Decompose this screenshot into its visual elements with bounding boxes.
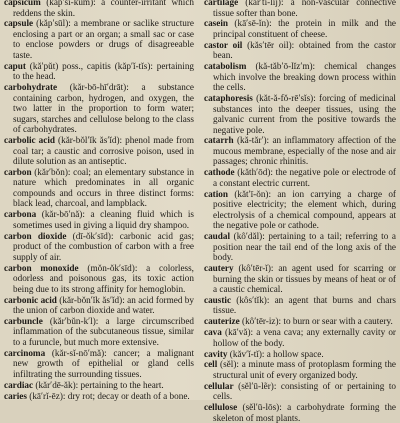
entry-carbohydrate: carbohydrate (kăr-bō-hī′drāt): a substance containing carbon, hydrogen, and oxygen, the two latter in the proportion to form water; sugars, starches and cellulose belong to the class of carbohydrates. xyxy=(4,82,195,135)
pronunciation: kăt-ă-fŏ-rē′sĭs xyxy=(259,93,311,104)
definition: a large circumscribed inflammation of the subcutaneous tissue, similar to a furuncle, but much more extensive. xyxy=(13,315,195,347)
entry-caustic: caustic (kôs′tĭk): an agent that burns and chars tissue. xyxy=(204,294,396,316)
entry-catabolism: catabolism (kă-tăb′ō-lĭz′m): chemical changes which involve the breaking down process within the cells. xyxy=(204,61,397,93)
headword: capsule xyxy=(4,18,34,29)
pronunciation: kā′vă xyxy=(228,327,248,338)
pronunciation: sĕl′ū-lẽr xyxy=(241,380,271,391)
entry-cellular: cellular (sĕl′ū-lẽr): consisting of or pertaining to cells. xyxy=(204,380,396,402)
definition: pertaining to the heart. xyxy=(80,379,164,390)
definition: an agent that burns and chars tissue. xyxy=(213,294,396,316)
definition: coal; an elementary substance in nature which predominates in all organic compounds and occurs in three distinct forms: black lead, charcoal, and lampblack. xyxy=(13,166,195,209)
pronunciation: sĕl′ū-lōs xyxy=(245,402,277,413)
entry-castor-oil: castor oil (kăs′tēr oil): obtained from the castor bean. xyxy=(204,39,396,61)
headword: capsicum xyxy=(4,0,41,7)
entry-cation: cation (kăt′ī-ŏn): an ion carrying a charge of positive electricity; the element which, during electrolysis of a chemical compound, appears at the negative pole or cathode. xyxy=(204,188,396,231)
pronunciation: kăr-bō-hī′drāt xyxy=(72,82,124,93)
definition: the negative pole or electrode of a constant electric current. xyxy=(213,167,396,188)
headword: cauterize xyxy=(204,316,240,327)
headword: carbonic acid xyxy=(4,294,57,305)
entry-caput: caput (kă′pŭt) poss., capitis (kăp′ĭ-tĭs): pertaining to the head. xyxy=(4,60,195,82)
headword: caries xyxy=(4,390,27,401)
pronunciation: kăv′ĭ-tĭ xyxy=(232,348,259,359)
headword: catabolism xyxy=(204,61,247,72)
headword: cardiac xyxy=(4,379,34,390)
pronunciation: kăp′sūl xyxy=(39,18,66,29)
definition: an ion carrying a charge of positive electricity; the element which, during electrolysis of a chemical compound, appears at the negative pole or cathode. xyxy=(213,188,396,231)
definition: obtained from the castor bean. xyxy=(213,39,396,61)
pronunciation: kăth′ōd xyxy=(240,167,268,178)
pronunciation: sĕl xyxy=(223,359,234,370)
headword: castor oil xyxy=(204,39,243,50)
definition: a hollow space. xyxy=(266,348,324,359)
definition: an acid formed by the union of carbon dioxide and water. xyxy=(13,294,194,316)
pronunciation: kăr′bŭn-k′l xyxy=(52,315,93,326)
headword: cataphoresis xyxy=(204,93,253,104)
pronunciation: kăr′tĭ-lĭj xyxy=(248,0,278,7)
entry-cellulose: cellulose (sĕl′ū-lōs): a carbohydrate forming the skeleton of most plants. xyxy=(204,402,396,423)
entry-caudal: caudal (kô′dăl): pertaining to a tail; referring to a position near the tail end of the long axis of the body. xyxy=(204,231,397,263)
pronunciation: kăp′sĭ-kŭm xyxy=(49,0,91,7)
definition: cancer; a malignant new growth of epithelial or gland cells infiltrating the surrounding tissues. xyxy=(13,347,195,379)
pronunciation: kā′rĭ-ēz xyxy=(32,390,60,401)
headword: caustic xyxy=(204,294,232,305)
entry-carbon-dioxide: carbon dioxide (dī-ŏk′sīd): carbonic acid gas; product of the combustion of carbon with a free supply of air. xyxy=(4,230,194,262)
pronunciation: kăr-bŏn′ĭk ăs′ĭd xyxy=(62,294,120,305)
definition: a carbohydrate forming the skeleton of most plants. xyxy=(213,402,396,423)
definition: chemical changes which involve the breaking down process within the cells. xyxy=(213,61,397,93)
definition: the protein in milk and the principal constituent of cheese. xyxy=(213,18,397,39)
definition: a non-vascular connective tissue softer than bone. xyxy=(213,0,396,18)
pronunciation: kăs′tēr oil xyxy=(250,39,289,50)
headword: cartilage xyxy=(204,0,239,7)
headword: carcinoma xyxy=(4,347,46,358)
headword: caput xyxy=(4,60,26,71)
definition: an inflammatory affection of the mucous membrane, especially of the nose and air passages; chronic rhinitis. xyxy=(213,135,396,167)
headword: cava xyxy=(204,327,222,338)
definition: carbonic acid gas; product of the combustion of carbon with a free supply of air. xyxy=(13,230,194,262)
right-column xyxy=(204,0,397,423)
entry-carbolic-acid: carbolic acid (kăr-bŏl′ĭk ăs′ĭd): phenol made from coal tar; a caustic and corrosive poison, used in dilute solution as an antiseptic. xyxy=(4,135,194,167)
entry-carbonic-acid: carbonic acid (kăr-bŏn′ĭk ăs′ĭd): an acid formed by the union of carbon dioxide and water. xyxy=(4,294,194,316)
entry-cautery: cautery (kô′tēr-ĭ): an agent used for scarring or burning the skin or tissues by means of heat or of a caustic chemical. xyxy=(204,263,396,295)
definition: phenol made from coal tar; a caustic and corrosive poison, used in dilute solution as an antiseptic. xyxy=(13,135,194,167)
headword: carbona xyxy=(4,209,37,220)
entry-cavity: cavity (kăv′ĭ-tĭ): a hollow space. xyxy=(204,348,324,359)
headword: cathode xyxy=(204,167,235,178)
pronunciation: kô′tēr-ĭ xyxy=(241,263,268,274)
entry-cell: cell (sĕl): a minute mass of protoplasm forming the structural unit of every organized body. xyxy=(204,359,396,380)
headword: caudal xyxy=(204,231,231,242)
entry-cardiac: cardiac (kăr′dē-ăk): pertaining to the heart. xyxy=(4,379,164,390)
entry-cauterize: cauterize (kô′tēr-iz): to burn or sear with a cautery. xyxy=(204,316,393,327)
pronunciation: kă-tăb′ō-lĭz′m xyxy=(258,61,310,72)
definition: a cleaning fluid which is sometimes used in giving a liquid dry shampoo. xyxy=(13,209,195,230)
definition: consisting of or pertaining to cells. xyxy=(213,380,396,402)
definition: a vena cava; any externally cavity or hollow of the body. xyxy=(213,327,396,348)
headword: carbon monoxide xyxy=(4,262,79,273)
definition: a substance containing carbon, hydrogen, and oxygen, the two latter in the proportion to form water; sugars, starches and cellulose belong to the class of carbohydrates. xyxy=(13,82,195,135)
definition: a minute mass of protoplasm forming the structural unit of every organized body. xyxy=(213,359,396,380)
entry-carcinoma: carcinoma (kăr-sĭ-nō′mă): cancer; a malignant new growth of epithelial or gland cells infiltrating the surrounding tissues. xyxy=(4,347,195,379)
headword: cell xyxy=(204,359,218,370)
pronunciation: kā′sē-ĭn xyxy=(237,18,267,29)
headword: casein xyxy=(204,18,228,29)
entry-capsule: capsule (kăp′sūl): a membrane or saclike structure enclosing a part or an organ; a small sac or case to enclose powders or drugs of disagreeable taste. xyxy=(4,18,194,60)
pronunciation: kă′pŭt xyxy=(32,60,56,71)
entry-carbuncle: carbuncle (kăr′bŭn-k′l): a large circumscribed inflammation of the subcutaneous tissue, similar to a furuncle, but much more extensive. xyxy=(4,315,195,347)
pronunciation: kôs′tĭk xyxy=(239,294,264,305)
pronunciation: kô′dăl xyxy=(236,231,260,242)
definition: an agent used for scarring or burning the skin or tissues by means of heat or of a caustic chemical. xyxy=(213,263,396,295)
headword: cellulose xyxy=(204,402,238,413)
left-column xyxy=(4,0,194,400)
entry-carbon: carbon (kăr′bŏn): coal; an elementary substance in nature which predominates in all organic compounds and occurs in three distinct forms: black lead, charcoal, and lampblack. xyxy=(4,166,195,209)
inflection: poss., capitis (kăp′ĭ-tĭs) xyxy=(62,60,151,71)
definition: a membrane or saclike structure enclosing a part or an organ; a small sac or case to enclose powders or drugs of disagreeable taste. xyxy=(13,18,194,60)
pronunciation: kô′tēr-iz xyxy=(245,316,276,327)
pronunciation: kăt′ī-ŏn xyxy=(237,188,266,199)
pronunciation: kăr-bō′nă xyxy=(44,209,80,220)
pronunciation: mŏn-ŏk′sīd xyxy=(90,262,132,273)
entry-carbona: carbona (kăr-bō′nă): a cleaning fluid which is sometimes used in giving a liquid dry shampoo. xyxy=(4,209,195,230)
entry-catarrh: catarrh (kă-tăr′): an inflammatory affection of the mucous membrane, especially of the nose and air passages; chronic rhinitis. xyxy=(204,135,396,167)
headword: catarrh xyxy=(204,135,234,146)
headword: cation xyxy=(204,188,228,199)
definition: dry rot; decay or death of a bone. xyxy=(67,390,190,401)
headword: carbohydrate xyxy=(4,82,58,93)
definition: to burn or sear with a cautery. xyxy=(283,316,393,327)
entry-casein: casein (kā′sē-ĭn): the protein in milk and the principal constituent of cheese. xyxy=(204,18,397,39)
pronunciation: kă-tăr′ xyxy=(240,135,264,146)
entry-carbon-monoxide: carbon monoxide (mŏn-ŏk′sīd): a colorless, odorless and poisonous gas, its toxic action being due to its strong affinity for hemoglobin. xyxy=(4,262,194,294)
headword: carbon xyxy=(4,166,32,177)
entry-cava: cava (kā′vă): a vena cava; any externally cavity or hollow of the body. xyxy=(204,327,396,348)
definition: forcing of medicinal substances into the deeper tissues, using the galvanic current from the positive towards the negative pole. xyxy=(213,93,396,135)
entry-cathode: cathode (kăth′ōd): the negative pole or electrode of a constant electric current. xyxy=(204,167,396,188)
pronunciation: dī-ŏk′sīd xyxy=(75,230,108,241)
pronunciation: kăr-sĭ-nō′mă xyxy=(54,347,102,358)
pronunciation: kăr-bŏl′ĭk ăs′ĭd xyxy=(61,135,117,146)
entry-caries: caries (kā′rĭ-ēz): dry rot; decay or death of a bone. xyxy=(4,390,190,401)
definition: pertaining to a tail; referring to a position near the tail end of the long axis of the body. xyxy=(213,231,397,263)
entry-cataphoresis: cataphoresis (kăt-ă-fŏ-rē′sĭs): forcing of medicinal substances into the deeper tissues, using the galvanic current from the positive towards the negative pole. xyxy=(204,93,396,135)
definition: pertaining to the head. xyxy=(13,60,195,82)
entry-capsicum: capsicum (kăp′sĭ-kŭm): a counter-irritant which reddens the skin. xyxy=(4,0,194,18)
headword: cellular xyxy=(204,380,234,391)
pronunciation: kăr′dē-ăk xyxy=(38,379,73,390)
headword: cavity xyxy=(204,348,228,359)
pronunciation: kăr′bŏn xyxy=(37,166,65,177)
definition: a colorless, odorless and poisonous gas, its toxic action being due to its strong affinity for hemoglobin. xyxy=(13,262,194,294)
headword: carbolic acid xyxy=(4,135,56,146)
entry-cartilage: cartilage (kăr′tĭ-lĭj): a non-vascular connective tissue softer than bone. xyxy=(204,0,396,18)
headword: carbon dioxide xyxy=(4,230,67,241)
headword: cautery xyxy=(204,263,234,274)
definition: a counter-irritant which reddens the skin. xyxy=(13,0,194,18)
headword: carbuncle xyxy=(4,315,43,326)
